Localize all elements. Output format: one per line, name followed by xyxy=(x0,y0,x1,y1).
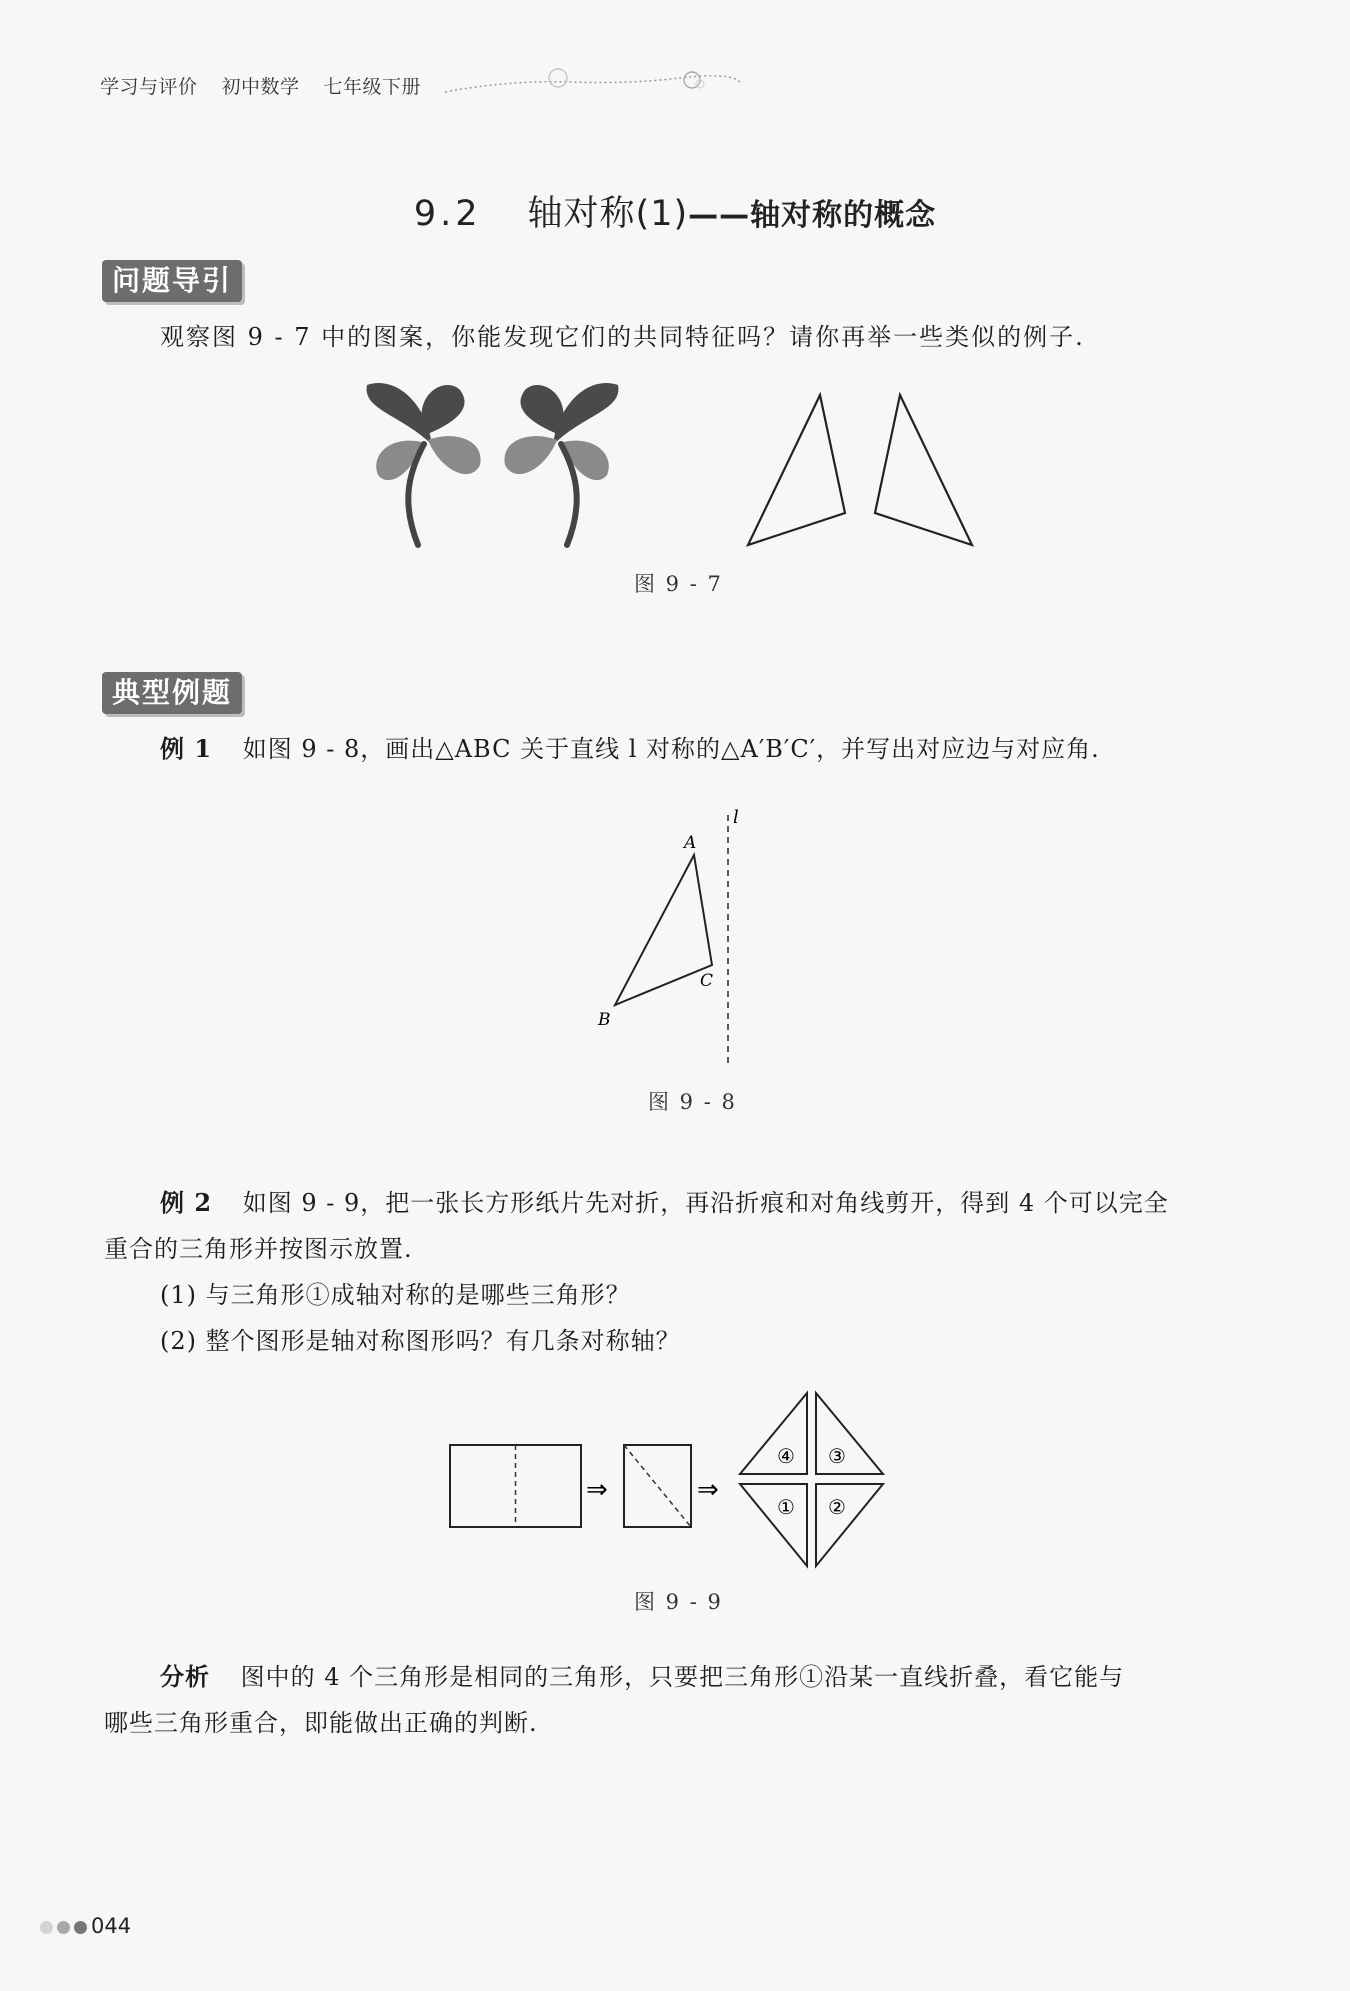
analysis-label: 分析 xyxy=(160,1662,210,1691)
triangle-pair xyxy=(740,390,980,550)
example1-label: 例 1 xyxy=(160,734,213,763)
arrow-1: ⇒ xyxy=(586,1475,608,1505)
page-footer xyxy=(40,1914,131,1938)
analysis-text-line2: 哪些三角形重合，即能做出正确的判断. xyxy=(104,1709,538,1737)
page-number: 044 xyxy=(91,1914,132,1938)
example2-text-line1: 如图 9 - 9，把一张长方形纸片先对折，再沿折痕和对角线剪开，得到 4 个可以完全 xyxy=(242,1189,1169,1217)
header-decoration xyxy=(430,60,750,100)
point-c-label: C xyxy=(700,971,714,991)
example2-label: 例 2 xyxy=(160,1188,213,1217)
example2-question1: (1) 与三角形①成轴对称的是哪些三角形？ xyxy=(160,1281,631,1309)
point-b-label: B xyxy=(598,1010,611,1030)
figure-9-8-diagram xyxy=(590,805,750,1065)
clover-left xyxy=(360,380,490,550)
triangle-1-label: ① xyxy=(777,1495,795,1519)
triangle-4-label: ④ xyxy=(777,1444,795,1468)
header-book: 学习与评价 xyxy=(100,76,198,98)
line-l-label: l xyxy=(733,807,739,828)
example2-line1 xyxy=(160,1180,1169,1226)
footer-dot-mid xyxy=(57,1921,70,1934)
title-main: 轴对称(1) xyxy=(527,194,689,234)
footer-dot-dark xyxy=(74,1921,87,1934)
title-sub: ——轴对称的概念 xyxy=(688,198,937,233)
section-number: 9.2 xyxy=(413,194,482,234)
arrow-2: ⇒ xyxy=(697,1475,719,1505)
example2-question2: (2) 整个图形是轴对称图形吗？有几条对称轴？ xyxy=(160,1327,681,1355)
figure-9-9-caption: 图 9 - 9 xyxy=(634,1590,723,1614)
example1-text: 如图 9 - 8，画出△ABC 关于直线 l 对称的△A′B′C′，并写出对应边与对应角. xyxy=(242,735,1100,763)
header-grade: 七年级下册 xyxy=(323,76,422,98)
section-title xyxy=(0,186,1350,236)
triangle-2-label: ② xyxy=(828,1495,846,1519)
example1 xyxy=(160,726,1100,772)
triangle-3-label: ③ xyxy=(828,1444,846,1468)
figure-9-7-caption: 图 9 - 7 xyxy=(634,572,723,596)
header-subject: 初中数学 xyxy=(221,76,300,98)
point-a-label: A xyxy=(684,833,697,853)
analysis-line1 xyxy=(160,1654,1124,1700)
footer-dot-light xyxy=(40,1921,53,1934)
clover-right xyxy=(495,380,625,550)
figure-9-8-caption: 图 9 - 8 xyxy=(648,1090,737,1114)
example2-text-line2: 重合的三角形并按图示放置. xyxy=(104,1235,413,1263)
tag-problem-intro: 问题导引 xyxy=(102,260,242,302)
tag-typical-examples: 典型例题 xyxy=(102,672,242,714)
running-header xyxy=(100,72,445,99)
intro-text: 观察图 9 - 7 中的图案，你能发现它们的共同特征吗？请你再举一些类似的例子. xyxy=(160,323,1085,351)
figure-9-9-diagram xyxy=(440,1390,900,1590)
analysis-text-line1: 图中的 4 个三角形是相同的三角形，只要把三角形①沿某一直线折叠，看它能与 xyxy=(240,1663,1125,1691)
